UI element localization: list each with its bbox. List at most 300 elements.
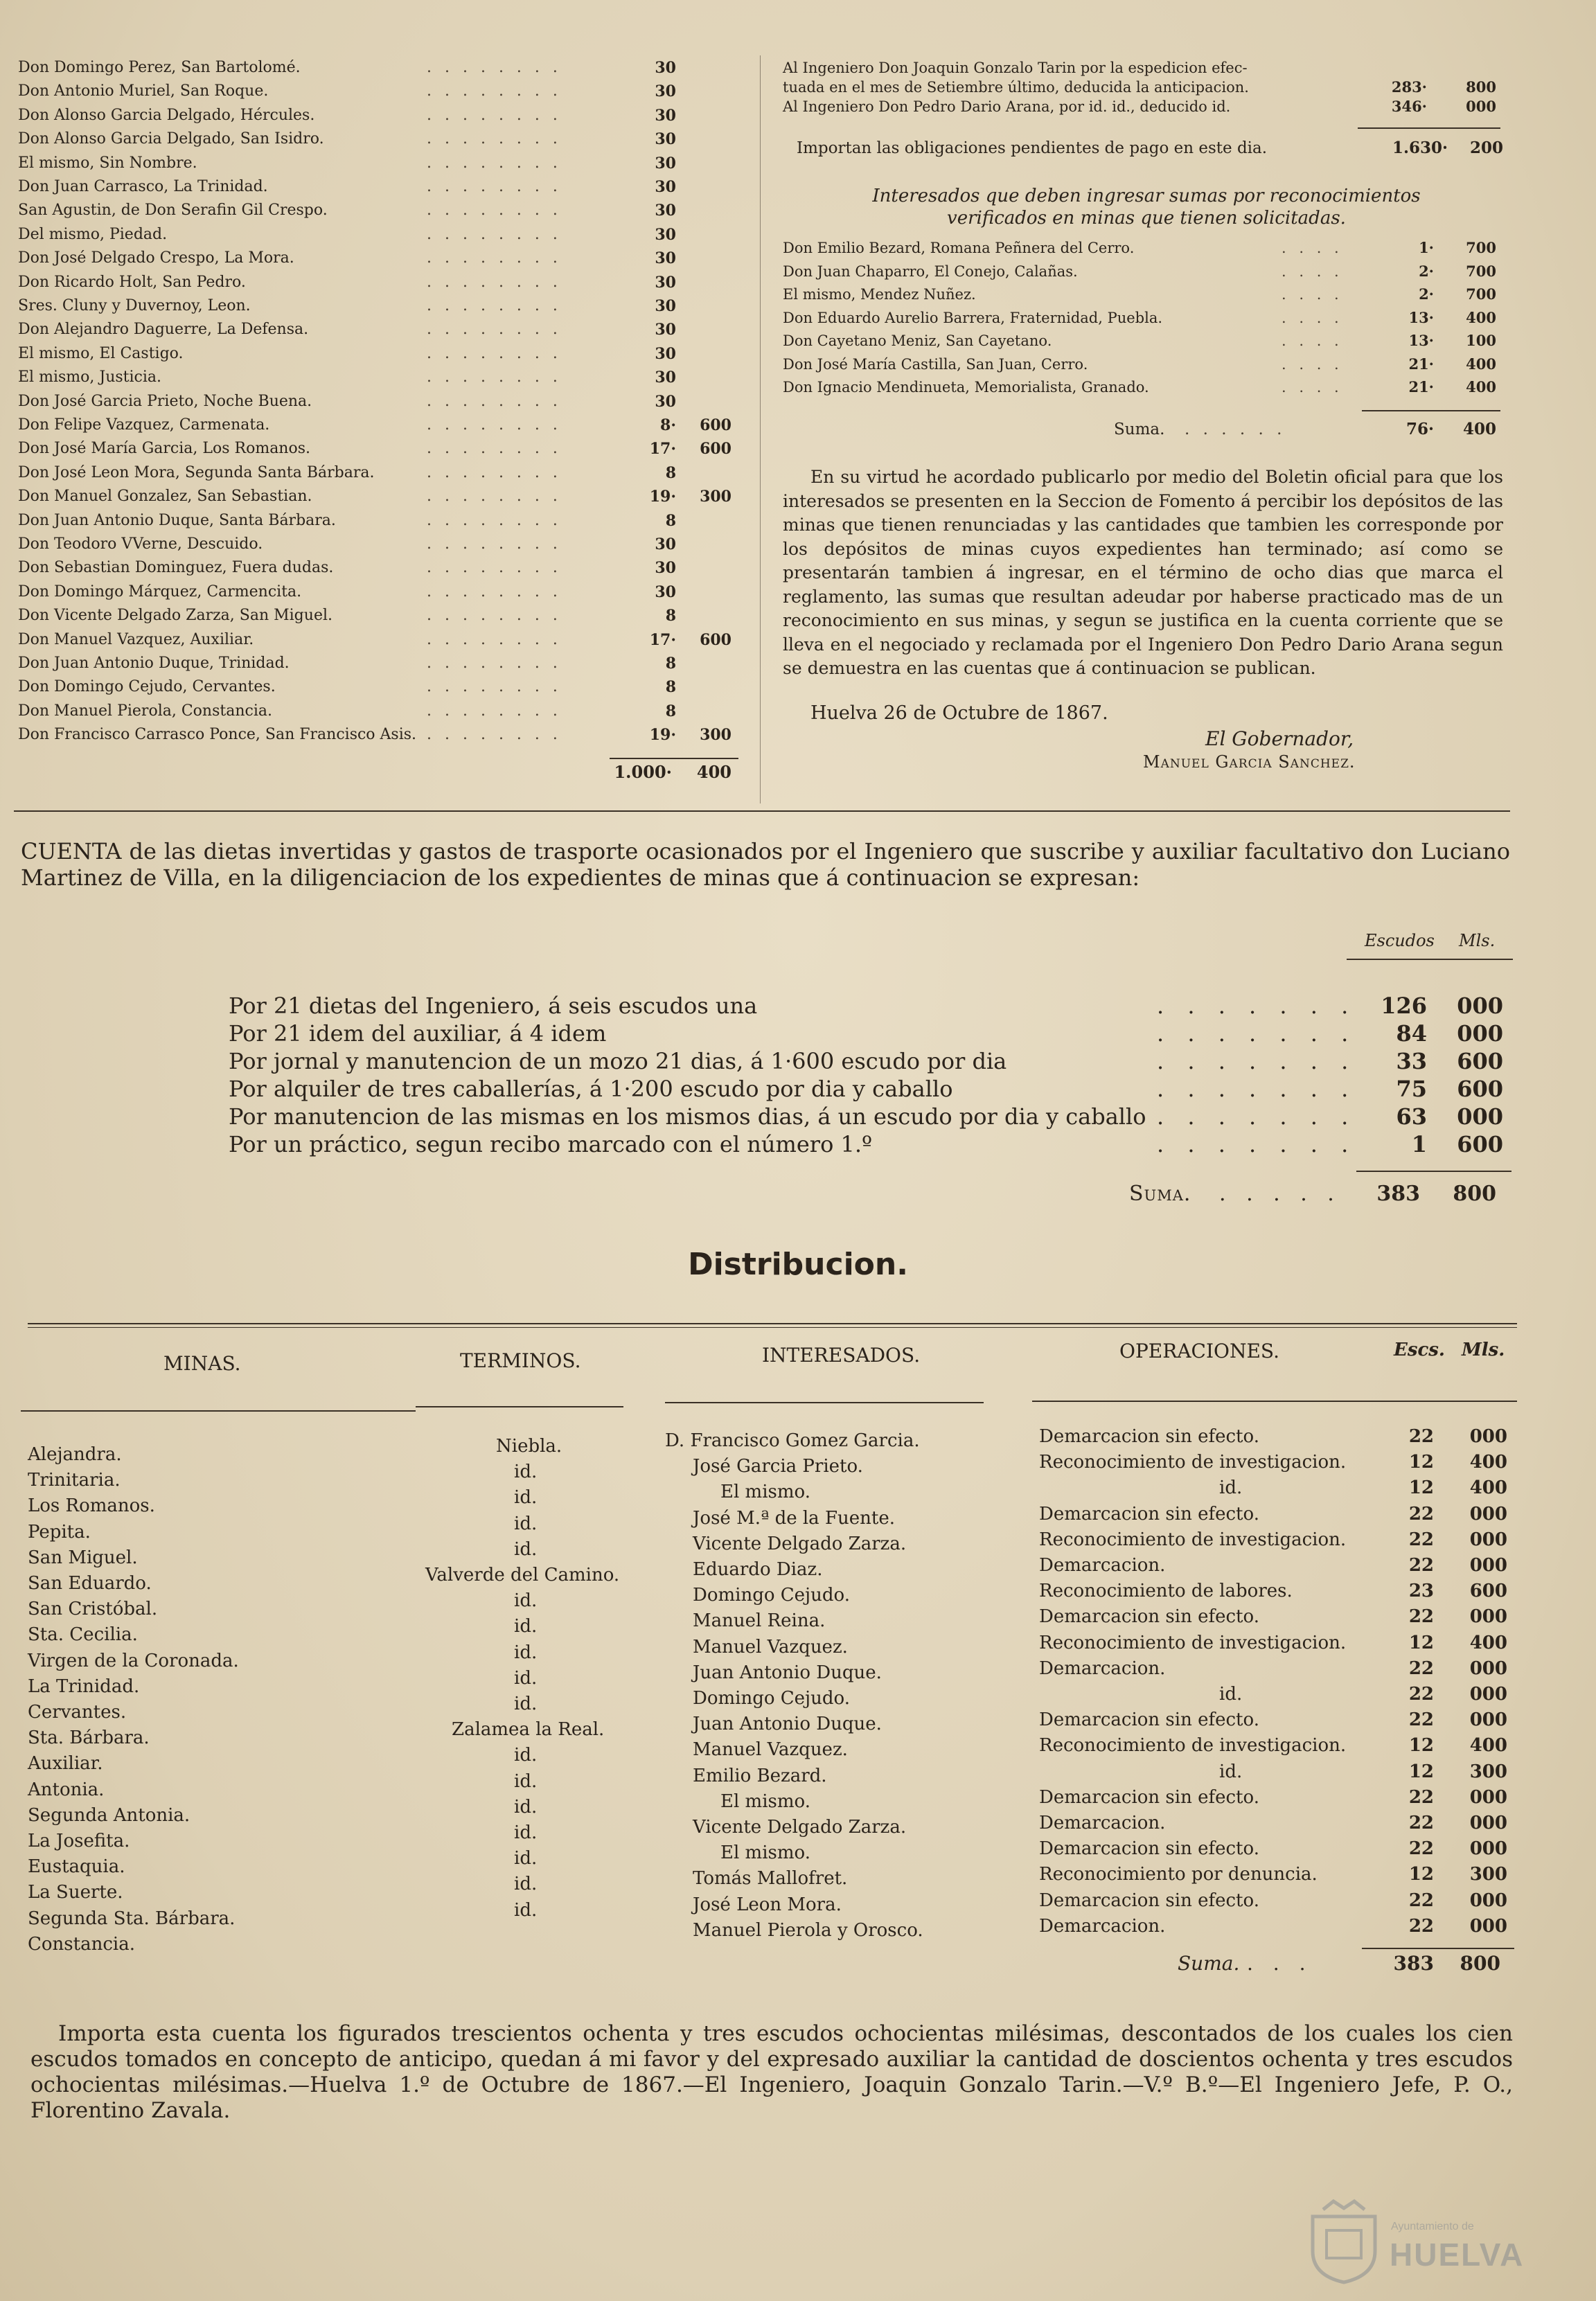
operacion-esc: 23 xyxy=(1408,1581,1434,1602)
operacion-name: Reconocimiento de investigacion. xyxy=(1039,1452,1347,1473)
operacion-esc: 22 xyxy=(1408,1838,1434,1860)
left-list-dots: . . . . . . . . xyxy=(427,130,562,148)
left-list-esc: 30 xyxy=(655,297,676,315)
left-list-esc: 30 xyxy=(655,583,676,601)
left-list-dots: . . . . . . . . xyxy=(427,630,562,648)
interesados-title: Interesados que deben ingresar sumas por reconocimientos xyxy=(872,186,1421,206)
termino-name: id. xyxy=(514,1899,538,1921)
left-list-name: Don Ricardo Holt, San Pedro. xyxy=(18,273,246,291)
left-list-name: Don Domingo Perez, San Bartolomé. xyxy=(18,59,301,76)
operacion-mls: 000 xyxy=(1469,1890,1507,1911)
termino-name: id. xyxy=(514,1770,538,1792)
cuenta-item-esc: 1 xyxy=(1411,1131,1427,1157)
left-list-name: Don Alejandro Daguerre, La Defensa. xyxy=(18,321,309,339)
gobernador-label: El Gobernador, xyxy=(1205,727,1354,750)
mina-name: Auxiliar. xyxy=(28,1753,103,1775)
cuenta-item-esc: 75 xyxy=(1396,1076,1427,1102)
left-list-name: Don José Leon Mora, Segunda Santa Bárbara. xyxy=(18,463,375,481)
mina-name: Cervantes. xyxy=(28,1702,127,1723)
interesado-name: Don Juan Chaparro, El Conejo, Calañas. xyxy=(783,263,1078,280)
right-top-esc: 346· xyxy=(1391,98,1427,115)
mina-name: San Miguel. xyxy=(28,1547,138,1568)
left-list-name: Don Teodoro VVerne, Descuido. xyxy=(18,535,263,553)
operacion-mls: 000 xyxy=(1469,1658,1507,1679)
left-list-name: Don José Garcia Prieto, Noche Buena. xyxy=(18,392,312,410)
left-list-dots: . . . . . . . . xyxy=(427,202,562,220)
operacion-mls: 400 xyxy=(1469,1452,1507,1473)
interesado-dist-name: Domingo Cejudo. xyxy=(693,1585,850,1606)
left-list-name: Don Domingo Márquez, Carmencita. xyxy=(18,583,302,601)
operacion-name: Demarcacion. xyxy=(1039,1658,1166,1679)
operacion-mls: 300 xyxy=(1469,1761,1507,1782)
interesado-dist-name: José M.ª de la Fuente. xyxy=(693,1507,895,1529)
operacion-name: Reconocimiento de investigacion. xyxy=(1039,1632,1347,1653)
left-list-name: El mismo, Justicia. xyxy=(18,368,161,387)
operacion-esc: 22 xyxy=(1408,1529,1434,1550)
left-list-dots: . . . . . . . . xyxy=(427,416,562,434)
mina-name: La Trinidad. xyxy=(28,1676,140,1697)
dist-total-row xyxy=(1178,1952,1517,1980)
termino-name: id. xyxy=(514,1538,538,1560)
dist-total-dots: . . . xyxy=(1247,1952,1313,1975)
termino-name: id. xyxy=(514,1642,538,1663)
left-list-esc: 30 xyxy=(655,82,676,101)
interesado-name: Don Emilio Bezard, Romana Peñnera del Cerro. xyxy=(783,240,1135,256)
operacion-name: id. xyxy=(1219,1477,1243,1499)
interesados-total-label: Suma. xyxy=(1114,420,1165,438)
operacion-name: Demarcacion. xyxy=(1039,1813,1166,1833)
mina-name: Alejandra. xyxy=(28,1444,122,1465)
termino-name: Niebla. xyxy=(496,1436,562,1457)
cuenta-total-esc: 383 xyxy=(1376,1182,1420,1206)
operacion-name: Demarcacion sin efecto. xyxy=(1039,1709,1259,1731)
interesado-mls: 700 xyxy=(1466,262,1496,280)
mina-name: San Cristóbal. xyxy=(28,1599,158,1620)
watermark-sub: Ayuntamiento de xyxy=(1391,2221,1474,2232)
left-list-dots: . . . . . . . . xyxy=(427,273,562,291)
mina-name: La Josefita. xyxy=(28,1831,130,1851)
left-list-dots: . . . . . . . . xyxy=(427,297,562,314)
left-list-esc: 30 xyxy=(655,535,676,553)
left-list-esc: 30 xyxy=(655,392,676,411)
left-list-dots: . . . . . . . . xyxy=(427,106,562,124)
cuenta-item-dots: . . . . . . . xyxy=(1157,1076,1357,1102)
operacion-esc: 22 xyxy=(1408,1606,1434,1628)
right-import-esc: 1.630· xyxy=(1392,139,1448,157)
left-list-dots: . . . . . . . . xyxy=(427,655,562,672)
interesado-mls: 400 xyxy=(1466,355,1496,373)
termino-name: id. xyxy=(514,1667,538,1689)
left-list-dots: . . . . . . . . xyxy=(427,178,562,195)
right-top-text: Al Ingeniero Don Pedro Dario Arana, por id. id., deducido id. xyxy=(783,98,1231,115)
interesado-dist-name: Juan Antonio Duque. xyxy=(693,1714,882,1735)
mina-name: Sta. Cecilia. xyxy=(28,1624,138,1646)
operacion-esc: 12 xyxy=(1408,1452,1434,1473)
cuenta-header-esc: Escudos xyxy=(1365,931,1435,950)
left-list-mls: 300 xyxy=(700,726,732,745)
operacion-esc: 22 xyxy=(1408,1503,1434,1525)
left-list-esc: 30 xyxy=(655,321,676,339)
left-list-esc: 30 xyxy=(655,130,676,149)
watermark-text: HUELVA xyxy=(1390,2237,1525,2273)
operacion-mls: 000 xyxy=(1469,1915,1507,1937)
mina-name: Segunda Antonia. xyxy=(28,1804,190,1826)
interesado-dist-name: Manuel Vazquez. xyxy=(693,1636,848,1658)
interesado-esc: 13· xyxy=(1408,308,1434,326)
left-list-name: Don José Delgado Crespo, La Mora. xyxy=(18,249,294,267)
cuenta-item-mls: 600 xyxy=(1457,1048,1503,1074)
interesado-esc: 21· xyxy=(1408,378,1434,396)
left-list-dots: . . . . . . . . xyxy=(427,154,562,172)
left-list-name: Don Manuel Gonzalez, San Sebastian. xyxy=(18,488,312,506)
dist-header-minas: MINAS. xyxy=(163,1352,241,1375)
left-list-esc: 30 xyxy=(655,59,676,77)
operacion-esc: 22 xyxy=(1408,1915,1434,1937)
operacion-name: Demarcacion sin efecto. xyxy=(1039,1838,1259,1860)
cuenta-total-dots: . . . . . xyxy=(1219,1182,1341,1206)
final-paragraph: Importa esta cuenta los figurados trescientos ochenta y tres escudos ochocientas milésimas, descontados de los cuales los cien escudos tomados en concepto de anticipo, quedan á mi favor y del expresado auxiliar la cantidad de doscientos ochenta y tres escudos ochocientas milésimas.—Huelva 1.º de Octubre de 1867.—El Ingeniero, Joaquin Gonzalo Tarin.—V.º B.º—El Ingeniero Jefe, P. O., Florentino Zavala. xyxy=(30,2021,1513,2123)
left-list-mls: 300 xyxy=(700,488,732,506)
left-list-name: Don José María Garcia, Los Romanos. xyxy=(18,440,311,458)
operacion-mls: 400 xyxy=(1469,1477,1507,1499)
dist-total-label: Suma. xyxy=(1178,1952,1240,1975)
left-list-dots: . . . . . . . . xyxy=(427,321,562,339)
operacion-name: Reconocimiento de investigacion. xyxy=(1039,1529,1347,1550)
cuenta-item-text: Por un práctico, segun recibo marcado con el número 1.º xyxy=(229,1131,873,1157)
cuenta-item-dots: . . . . . . . xyxy=(1157,1020,1357,1047)
termino-name: id. xyxy=(514,1694,538,1714)
left-list-dots: . . . . . . . . xyxy=(427,583,562,601)
interesado-dist-name: El mismo. xyxy=(720,1791,810,1812)
left-list-dots: . . . . . . . . xyxy=(427,368,562,387)
interesado-mls: 400 xyxy=(1466,378,1496,396)
interesado-dist-name: Domingo Cejudo. xyxy=(693,1688,850,1709)
left-list-esc: 30 xyxy=(655,202,676,220)
left-list-dots: . . . . . . . . xyxy=(427,535,562,553)
operacion-esc: 22 xyxy=(1408,1684,1434,1705)
termino-name: Zalamea la Real. xyxy=(452,1719,605,1741)
right-top-text: Al Ingeniero Don Joaquin Gonzalo Tarin por la espedicion efec- xyxy=(783,60,1248,76)
operacion-mls: 000 xyxy=(1469,1529,1507,1550)
interesado-dist-name: José Leon Mora. xyxy=(693,1894,842,1915)
operacion-mls: 300 xyxy=(1469,1864,1507,1885)
left-list-dots: . . . . . . . . xyxy=(427,249,562,267)
interesado-esc: 2· xyxy=(1419,285,1434,303)
left-total-esc: 1.000· xyxy=(614,762,672,782)
coat-of-arms-icon xyxy=(1302,2196,1385,2286)
left-list-esc: 8 xyxy=(665,463,676,482)
cuenta-item-text: Por jornal y manutencion de un mozo 21 dias, á 1·600 escudo por dia xyxy=(229,1048,1007,1074)
interesado-esc: 1· xyxy=(1419,239,1434,256)
operacion-name: Demarcacion sin efecto. xyxy=(1039,1890,1259,1911)
right-import-mls: 200 xyxy=(1469,139,1503,157)
left-list-esc: 30 xyxy=(655,249,676,268)
mina-name: Constancia. xyxy=(28,1933,135,1955)
operacion-esc: 12 xyxy=(1408,1477,1434,1499)
interesado-name: El mismo, Mendez Nuñez. xyxy=(783,286,976,303)
left-list-esc: 8 xyxy=(665,655,676,673)
mina-name: Segunda Sta. Bárbara. xyxy=(28,1908,236,1929)
left-list-esc: 30 xyxy=(655,273,676,292)
mina-name: Pepita. xyxy=(28,1521,91,1543)
left-list-name: Don Juan Antonio Duque, Trinidad. xyxy=(18,655,290,672)
mina-name: Antonia. xyxy=(28,1779,105,1800)
dist-header-interesados: INTERESADOS. xyxy=(762,1344,921,1367)
interesado-dots: . . . . xyxy=(1282,286,1343,303)
left-list-dots: . . . . . . . . xyxy=(427,678,562,696)
interesado-mls: 400 xyxy=(1466,308,1496,326)
interesado-dots: . . . . xyxy=(1282,355,1343,373)
operacion-name: Reconocimiento por denuncia. xyxy=(1039,1864,1318,1885)
cuenta-item-mls: 600 xyxy=(1457,1131,1503,1157)
operacion-esc: 22 xyxy=(1408,1709,1434,1731)
interesado-mls: 700 xyxy=(1466,285,1496,303)
left-list-esc: 30 xyxy=(655,154,676,172)
left-total-mls: 400 xyxy=(696,762,732,782)
cuenta-total-label: Suma. xyxy=(1129,1182,1191,1206)
mina-name: San Eduardo. xyxy=(28,1573,152,1594)
left-list-esc: 19· xyxy=(649,488,676,506)
interesado-name: Don José María Castilla, San Juan, Cerro. xyxy=(783,355,1088,373)
left-list-name: Don Manuel Vazquez, Auxiliar. xyxy=(18,630,254,648)
left-list-name: Don Manuel Pierola, Constancia. xyxy=(18,702,272,720)
operacion-esc: 12 xyxy=(1408,1761,1434,1782)
left-list-name: Don Alonso Garcia Delgado, San Isidro. xyxy=(18,130,324,148)
operacion-esc: 22 xyxy=(1408,1890,1434,1911)
cuenta-title: CUENTA de las dietas invertidas y gastos de trasporte ocasionados por el Ingeniero que suscribe y auxiliar facultativo don Luciano Martinez de Villa, en la diligenciacion de los expedientes de minas que á continuacion se expresan: xyxy=(21,838,1510,891)
interesado-dist-name: José Garcia Prieto. xyxy=(693,1456,863,1477)
cuenta-item-text: Por 21 idem del auxiliar, á 4 idem xyxy=(229,1020,607,1047)
cuenta-item-mls: 000 xyxy=(1457,1103,1503,1130)
right-top-esc: 283· xyxy=(1391,78,1427,96)
interesado-dist-name: Manuel Vazquez. xyxy=(693,1739,848,1761)
interesado-dist-name: El mismo. xyxy=(720,1482,810,1503)
right-top-mls: 000 xyxy=(1466,98,1496,115)
operacion-esc: 22 xyxy=(1408,1813,1434,1833)
interesado-dots: . . . . xyxy=(1282,309,1343,326)
left-list-name: Don Vicente Delgado Zarza, San Miguel. xyxy=(18,607,332,625)
interesado-dist-name: Eduardo Diaz. xyxy=(693,1559,823,1580)
left-list-dots: . . . . . . . . xyxy=(427,607,562,625)
operacion-esc: 22 xyxy=(1408,1786,1434,1808)
left-list-esc: 30 xyxy=(655,106,676,125)
huelva-logo xyxy=(1302,2196,1531,2286)
operacion-esc: 22 xyxy=(1408,1426,1434,1447)
dist-header-mls: Mls. xyxy=(1462,1340,1505,1360)
cuenta-item-mls: 600 xyxy=(1457,1076,1503,1102)
interesado-dist-name: El mismo. xyxy=(720,1842,810,1864)
operacion-name: id. xyxy=(1219,1761,1243,1782)
interesado-dist-name: Emilio Bezard. xyxy=(693,1765,827,1786)
cuenta-item-dots: . . . . . . . xyxy=(1157,993,1357,1019)
left-list-name: Don Alonso Garcia Delgado, Hércules. xyxy=(18,106,315,124)
termino-name: id. xyxy=(514,1822,538,1843)
termino-name: id. xyxy=(514,1590,538,1612)
left-list-name: Del mismo, Piedad. xyxy=(18,225,168,243)
operacion-name: Demarcacion sin efecto. xyxy=(1039,1786,1259,1808)
left-list-dots: . . . . . . . . xyxy=(427,344,562,362)
left-list-esc: 8 xyxy=(665,702,676,720)
operacion-esc: 22 xyxy=(1408,1555,1434,1576)
left-list-mls: 600 xyxy=(700,630,732,649)
left-list-mls: 600 xyxy=(700,440,732,459)
operacion-name: Demarcacion. xyxy=(1039,1555,1166,1576)
cuenta-item-dots: . . . . . . . xyxy=(1157,1103,1357,1130)
interesado-esc: 13· xyxy=(1408,332,1434,349)
termino-name: id. xyxy=(514,1848,538,1869)
left-list-name: Don Juan Carrasco, La Trinidad. xyxy=(18,178,268,195)
operacion-esc: 12 xyxy=(1408,1864,1434,1885)
left-list-esc: 30 xyxy=(655,225,676,244)
operacion-mls: 000 xyxy=(1469,1838,1507,1860)
operacion-name: id. xyxy=(1219,1684,1243,1705)
interesados-total-mls: 400 xyxy=(1462,420,1496,438)
left-list-dots: . . . . . . . . xyxy=(427,511,562,529)
virtud-paragraph: En su virtud he acordado publicarlo por medio del Boletin oficial para que los interesados se presenten en la Seccion de Fomento á percibir los depósitos de las minas que tienen renunciadas y las cantidades que tambien les corresponde por los depósitos de minas cuyos expedientes han terminado; así como se presentarán tambien á ingresar, en el término de ocho dias que marca el reglamento, las sumas que resultan adeudar por haberse practicado mas de un reconocimiento en sus minas, y segun se justifica en la cuenta corriente que se lleva en el negociado y reclamada por el Ingeniero Don Pedro Dario Arana segun se demuestra en las cuentas que á continuacion se publican. xyxy=(783,467,1503,678)
left-list-name: Don Francisco Carrasco Ponce, San Francisco Asis. xyxy=(18,726,417,744)
cuenta-item-esc: 33 xyxy=(1396,1048,1427,1074)
left-list-esc: 30 xyxy=(655,368,676,387)
left-list-esc: 19· xyxy=(649,726,676,745)
cuenta-total-mls: 800 xyxy=(1453,1182,1496,1206)
termino-name: Valverde del Camino. xyxy=(425,1565,620,1585)
interesado-dist-name: Vicente Delgado Zarza. xyxy=(693,1533,907,1554)
interesados-title-2: verificados en minas que tienen solicitadas. xyxy=(947,208,1346,229)
left-list-esc: 8· xyxy=(660,416,676,434)
interesado-dist-name: Vicente Delgado Zarza. xyxy=(693,1817,907,1838)
dist-total-rule xyxy=(1362,1948,1514,1949)
operacion-name: Demarcacion. xyxy=(1039,1915,1166,1937)
mina-name: Virgen de la Coronada. xyxy=(28,1650,239,1671)
left-list-esc: 30 xyxy=(655,178,676,196)
left-list-dots: . . . . . . . . xyxy=(427,392,562,410)
dist-header-operaciones: OPERACIONES. xyxy=(1119,1340,1279,1362)
mina-name: Los Romanos. xyxy=(28,1495,155,1517)
cuenta-item-text: Por manutencion de las mismas en los mismos dias, á un escudo por dia y caballo xyxy=(229,1103,1146,1130)
interesado-name: Don Eduardo Aurelio Barrera, Fraternidad, Puebla. xyxy=(783,309,1163,326)
left-list-name: Don Antonio Muriel, San Roque. xyxy=(18,82,269,100)
interesado-dist-name: Juan Antonio Duque. xyxy=(693,1662,882,1683)
date-line: Huelva 26 de Octubre de 1867. xyxy=(810,702,1108,724)
operacion-mls: 000 xyxy=(1469,1555,1507,1576)
interesados-total-dots: . . . . . . xyxy=(1185,420,1286,438)
operacion-name: Demarcacion sin efecto. xyxy=(1039,1426,1259,1447)
interesado-dist-name: Tomás Mallofret. xyxy=(693,1868,848,1890)
termino-name: id. xyxy=(514,1796,538,1818)
left-list-esc: 30 xyxy=(655,559,676,578)
interesado-esc: 2· xyxy=(1419,262,1434,280)
dist-header-terminos: TERMINOS. xyxy=(460,1349,581,1372)
left-list-dots: . . . . . . . . xyxy=(427,463,562,481)
dist-total-esc: 383 xyxy=(1393,1952,1434,1975)
left-list-esc: 8 xyxy=(665,607,676,625)
left-list-name: El mismo, El Castigo. xyxy=(18,344,184,362)
distribucion-title: Distribucion. xyxy=(688,1247,908,1282)
left-list-mls: 600 xyxy=(700,416,732,434)
left-list-dots: . . . . . . . . xyxy=(427,488,562,506)
operacion-esc: 22 xyxy=(1408,1658,1434,1679)
left-list-dots: . . . . . . . . xyxy=(427,559,562,577)
cuenta-item-text: Por alquiler de tres caballerías, á 1·200 escudo por dia y caballo xyxy=(229,1076,953,1102)
interesado-dots: . . . . xyxy=(1282,240,1343,256)
dist-header-esc: Escs. xyxy=(1394,1340,1445,1360)
interesado-dots: . . . . xyxy=(1282,263,1343,280)
left-list-dots: . . . . . . . . xyxy=(427,726,562,744)
left-list-name: Sres. Cluny y Duvernoy, Leon. xyxy=(18,297,251,314)
left-list-name: San Agustin, de Don Serafin Gil Crespo. xyxy=(18,202,328,220)
termino-name: id. xyxy=(514,1487,538,1509)
operacion-mls: 000 xyxy=(1469,1503,1507,1525)
termino-name: id. xyxy=(514,1874,538,1895)
cuenta-header-mls: Mls. xyxy=(1459,931,1496,950)
interesado-dist-name: Manuel Reina. xyxy=(693,1610,826,1632)
left-list-dots: . . . . . . . . xyxy=(427,59,562,76)
termino-name: id. xyxy=(514,1513,538,1534)
operacion-mls: 000 xyxy=(1469,1786,1507,1808)
left-list-esc: 17· xyxy=(649,630,676,649)
cuenta-item-dots: . . . . . . . xyxy=(1157,1048,1357,1074)
left-list-dots: . . . . . . . . xyxy=(427,82,562,100)
operacion-mls: 000 xyxy=(1469,1606,1507,1628)
operacion-mls: 600 xyxy=(1469,1581,1507,1602)
left-list-esc: 17· xyxy=(649,440,676,459)
left-list-name: Don Domingo Cejudo, Cervantes. xyxy=(18,678,276,696)
right-top-text: tuada en el mes de Setiembre último, deducida la anticipacion. xyxy=(783,79,1249,96)
operacion-esc: 12 xyxy=(1408,1735,1434,1757)
left-list-dots: . . . . . . . . xyxy=(427,702,562,720)
operacion-mls: 400 xyxy=(1469,1735,1507,1757)
operacion-mls: 000 xyxy=(1469,1684,1507,1705)
operacion-name: Demarcacion sin efecto. xyxy=(1039,1503,1259,1525)
right-top-mls: 800 xyxy=(1466,78,1496,96)
gobernador-name: Manuel Garcia Sanchez. xyxy=(1143,752,1356,772)
cuenta-item-mls: 000 xyxy=(1457,993,1503,1019)
termino-name: id. xyxy=(514,1462,538,1483)
left-list-name: El mismo, Sin Nombre. xyxy=(18,154,197,172)
mina-name: Sta. Bárbara. xyxy=(28,1727,150,1749)
termino-name: id. xyxy=(514,1745,538,1766)
interesado-dist-name: Manuel Pierola y Orosco. xyxy=(693,1919,923,1941)
operacion-esc: 12 xyxy=(1408,1632,1434,1653)
interesado-dist-name: D. Francisco Gomez Garcia. xyxy=(665,1430,920,1451)
interesado-name: Don Ignacio Mendinueta, Memorialista, Granado. xyxy=(783,379,1149,396)
cuenta-item-esc: 84 xyxy=(1396,1020,1427,1047)
left-list-name: Don Felipe Vazquez, Carmenata. xyxy=(18,416,270,434)
cuenta-item-esc: 63 xyxy=(1396,1103,1427,1130)
interesado-dots: . . . . xyxy=(1282,379,1343,396)
mina-name: La Suerte. xyxy=(28,1882,123,1903)
interesado-mls: 100 xyxy=(1466,332,1496,349)
operacion-mls: 000 xyxy=(1469,1709,1507,1731)
left-list-name: Don Juan Antonio Duque, Santa Bárbara. xyxy=(18,511,336,529)
left-list-esc: 8 xyxy=(665,511,676,530)
cuenta-item-text: Por 21 dietas del Ingeniero, á seis escudos una xyxy=(229,993,758,1019)
left-list-esc: 30 xyxy=(655,344,676,363)
left-list-dots: . . . . . . . . xyxy=(427,440,562,458)
mina-name: Eustaquia. xyxy=(28,1856,125,1878)
dist-total-mls: 800 xyxy=(1460,1952,1500,1975)
interesado-esc: 21· xyxy=(1408,355,1434,373)
interesado-mls: 700 xyxy=(1466,239,1496,256)
left-list-esc: 8 xyxy=(665,678,676,697)
interesado-dots: . . . . xyxy=(1282,332,1343,349)
mina-name: Trinitaria. xyxy=(28,1470,121,1491)
cuenta-item-mls: 000 xyxy=(1457,1020,1503,1047)
cuenta-item-esc: 126 xyxy=(1381,993,1427,1019)
operacion-name: Reconocimiento de labores. xyxy=(1039,1581,1293,1602)
cuenta-item-dots: . . . . . . . xyxy=(1157,1131,1357,1157)
left-list-name: Don Sebastian Dominguez, Fuera dudas. xyxy=(18,559,334,577)
